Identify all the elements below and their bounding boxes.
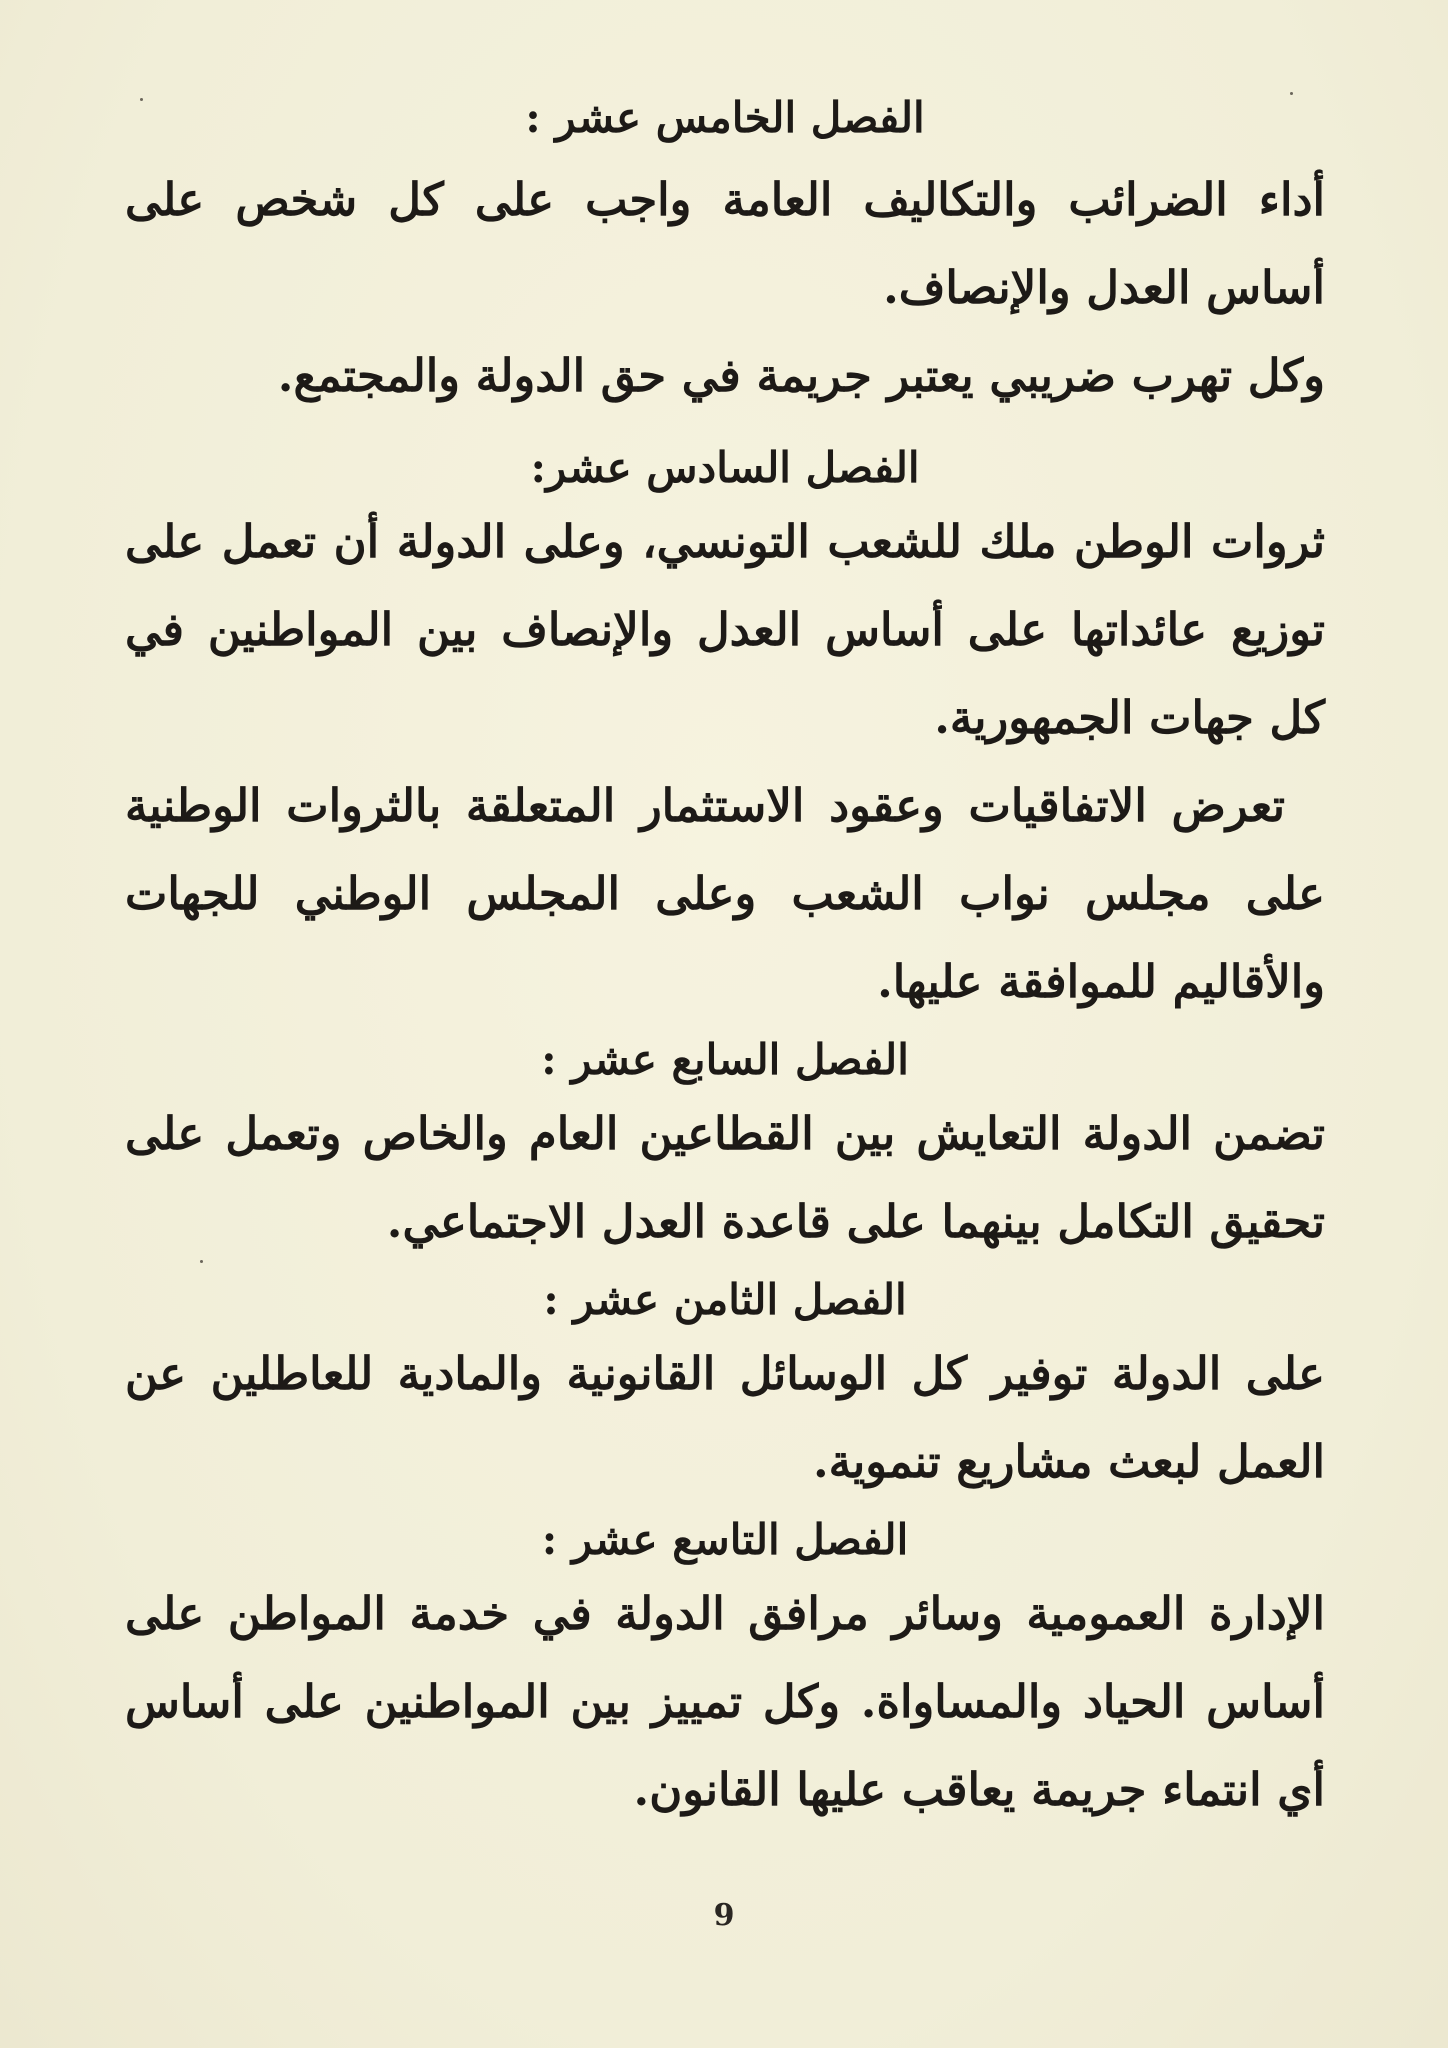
article-paragraph: وكل تهرب ضريبي يعتبر جريمة في حق الدولة والمجتمع. — [277, 349, 1325, 402]
article-19 — [125, 1510, 1325, 1834]
article-heading: الفصل الخامس عشر : — [525, 93, 925, 142]
page-number: 9 — [713, 1898, 735, 1933]
article-paragraph: على الدولة توفير كل الوسائل القانونية والمادية للعاطلين عن العمل لبعث مشاريع تنموية. — [125, 1347, 1325, 1488]
article-paragraph: أداء الضرائب والتكاليف العامة واجب على كل شخص على أساس العدل والإنصاف. — [125, 173, 1325, 314]
article-17 — [125, 1030, 1325, 1266]
article-18 — [125, 1270, 1325, 1506]
article-paragraph: ثروات الوطن ملك للشعب التونسي، وعلى الدولة أن تعمل على توزيع عائداتها على أساس العدل والإنصاف بين المواطنين في كل جهات الجمهورية. — [125, 515, 1325, 744]
article-16 — [125, 438, 1325, 1026]
article-paragraph: تعرض الاتفاقيات وعقود الاستثمار المتعلقة بالثروات الوطنية على مجلس نواب الشعب وعلى المجلس الوطني للجهات والأقاليم للموافقة عليها. — [125, 779, 1325, 1008]
article-15 — [125, 88, 1325, 420]
document-body — [125, 88, 1325, 1834]
article-paragraph: الإدارة العمومية وسائر مرافق الدولة في خدمة المواطن على أساس الحياد والمساواة. وكل تمييز بين المواطنين على أساس أي انتماء جريمة يعاقب عليها القانون. — [125, 1587, 1325, 1816]
article-heading: الفصل التاسع عشر : — [541, 1515, 909, 1564]
article-heading: الفصل الثامن عشر : — [543, 1275, 907, 1324]
article-paragraph: تضمن الدولة التعايش بين القطاعين العام والخاص وتعمل على تحقيق التكامل بينهما على قاعدة العدل الاجتماعي. — [125, 1107, 1325, 1248]
article-heading: الفصل السابع عشر : — [541, 1035, 909, 1084]
article-heading: الفصل السادس عشر: — [530, 443, 920, 492]
